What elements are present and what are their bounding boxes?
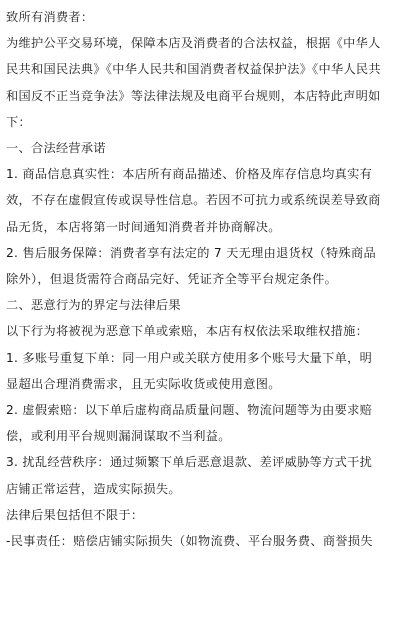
item-after-sales	[6, 240, 399, 292]
item-disrupt-operation	[6, 449, 399, 501]
item-line: 2. 售后服务保障：消费者享有法定的 7 天无理由退货权（特殊商品	[6, 245, 376, 260]
intro-line: 下：	[6, 114, 31, 129]
item-false-claim	[6, 397, 399, 449]
intro-paragraph	[6, 30, 399, 135]
intro-line: 民共和国民法典》《中华人民共和国消费者权益保护法》《中华人民共	[6, 62, 381, 77]
item-line: 显超出合理消费需求，且无实际收货或使用意图。	[6, 376, 281, 391]
section-heading-malicious-behavior: 二、恶意行为的界定与法律后果	[6, 298, 181, 313]
item-line: 3. 扰乱经营秩序：通过频繁下单后恶意退款、差评威胁等方式干扰	[6, 455, 373, 470]
intro-line: 和国反不正当竞争法》等法律法规及电商平台规则，本店特此声明如	[6, 88, 381, 103]
intro-line: 为维护公平交易环境，保障本店及消费者的合法权益，根据《中华人	[6, 36, 381, 51]
consequence-intro: 法律后果包括但不限于：	[6, 507, 144, 522]
item-line: 除外），但退货需符合商品完好、凭证齐全等平台规定条件。	[6, 272, 338, 287]
item-line: 偿，或利用平台规则漏洞谋取不当利益。	[6, 429, 231, 444]
item-line: 2. 虚假索赔：以下单后虚构商品质量问题、物流问题等为由要求赔	[6, 403, 373, 418]
civil-liability-line: -民事责任：赔偿店铺实际损失（如物流费、平台服务费、商誉损失	[6, 534, 373, 549]
section-heading-legal-operation: 一、合法经营承诺	[6, 141, 106, 156]
item-line: 1. 多账号重复下单：同一用户或关联方使用多个账号大量下单，明	[6, 350, 373, 365]
item-product-info	[6, 161, 399, 240]
item-multi-account	[6, 345, 399, 397]
item-line: 品无货，本店将第一时间通知消费者并协商解决。	[6, 219, 281, 234]
greeting: 致所有消费者：	[6, 10, 94, 24]
item-line: 效，不存在虚假宣传或误导性信息。若因不可抗力或系统误差导致商	[6, 193, 381, 208]
section-intro: 以下行为将被视为恶意下单或索赔，本店有权依法采取维权措施：	[6, 324, 369, 339]
item-line: 店铺正常运营，造成实际损失。	[6, 481, 181, 496]
item-line: 1. 商品信息真实性：本店所有商品描述、价格及库存信息均真实有	[6, 167, 373, 182]
